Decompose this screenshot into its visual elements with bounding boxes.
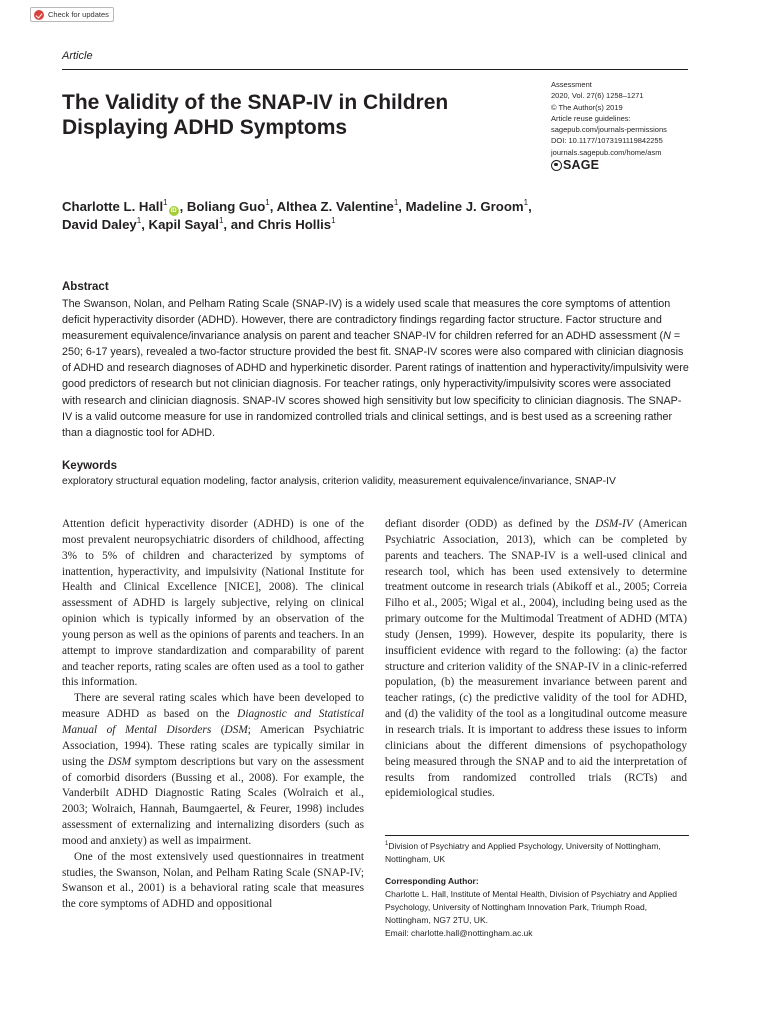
affiliation-note: [385, 840, 690, 866]
affiliation-mark: 1: [393, 198, 399, 207]
sample-size-symbol: N: [663, 330, 671, 343]
abstract-heading: Abstract: [62, 281, 109, 293]
check-for-updates-label: Check for updates: [48, 10, 109, 19]
author-name: , Kapil Sayal: [141, 217, 219, 232]
check-updates-icon: [34, 10, 44, 20]
author-name: , Althea Z. Valentine: [269, 199, 394, 214]
author-name: Charlotte L. Hall: [62, 199, 164, 214]
journal-meta: [551, 79, 711, 158]
affiliation-mark: 1: [136, 216, 142, 225]
copyright: © The Author(s) 2019: [551, 102, 623, 112]
sage-logo: [551, 158, 599, 172]
affiliation-mark: 1: [523, 198, 529, 207]
keywords-text: exploratory structural equation modeling, factor analysis, criterion validity, measurement equivalence/invariance, SNAP-IV: [62, 476, 616, 487]
dsm-abbrev: DSM: [107, 755, 132, 768]
orcid-icon[interactable]: iD: [170, 208, 177, 214]
body-paragraph: [62, 691, 364, 849]
journal-name: Assessment: [551, 80, 592, 89]
sage-wordmark: SAGE: [563, 158, 600, 172]
affiliation-text: Division of Psychiatry and Applied Psychology, University of Nottingham, Nottingham, UK: [385, 841, 661, 864]
header-rule: [62, 69, 688, 70]
text-run: defiant disorder (ODD) as defined by the: [385, 518, 596, 530]
abstract-part: The Swanson, Nolan, and Pelham Rating Scale (SNAP-IV) is a widely used scale that measures the core symptoms of attention deficit hyperactivity disorder (ADHD). However, there are contradictory findings regarding factor structure. Factor structure and measurement equivalence/invariance analysis on parent and teacher SNAP-IV for children referred for an ADHD assessment (: [62, 298, 671, 343]
affiliation-mark: 1: [265, 198, 270, 207]
article-type-label: Article: [62, 50, 93, 62]
keywords-heading: Keywords: [62, 460, 117, 472]
author-name: David Daley: [62, 217, 137, 232]
text-run: (American Psychiatric Association, 2013), which can be completed by parents and teachers. The SNAP-IV is a well-used clinical and research tool, which has been used extensively to determine treatment outcome in research trials (Abikoff et al., 2005; Correia Filho et al., 2005; Wigal et al., 2004), including being used as the primary outcome for the Multimodal Treatment of ADHD (MTA) study (Jensen, 1999). However, despite its popularity, there is insufficient evidence with regard to the following: (a) the factor structure and criterion validity of the SNAP-IV in a clinic-referred population, (b) the measurement invariance between parent and teacher ratings, (c) the predictive validity of the tool for ADHD, and (d) the validity of the tool as a longitudinal outcome measure in research trials. It is important to address these issues to inform clinicians about the different dimensions of psychopathology being measured through the SNAP and to aid the interpretation of results from randomized controlled trials (RCTs) and epidemiological studies.: [385, 518, 687, 800]
author-list: [62, 198, 682, 234]
reuse-label: Article reuse guidelines:: [551, 113, 631, 123]
author-separator: ,: [528, 199, 532, 214]
body-paragraph: [385, 517, 687, 802]
corresponding-author-email[interactable]: Email: charlotte.hall@nottingham.ac.uk: [385, 928, 533, 938]
affiliation-mark: 1: [163, 198, 168, 207]
dsm-title: Diagnostic and Statistical Manual of Mental Disorders: [62, 708, 364, 736]
reuse-link[interactable]: sagepub.com/journals-permissions: [551, 125, 667, 135]
abstract-part: = 250; 6-17 years), revealed a two-factor structure provided the best fit. SNAP-IV scores were also compared with clinician diagnosis of ADHD and research diagnoses of ADHD and hyperkinetic disorder. Parent ratings of inattention and hyperactivity/impulsivity were good predictors of research but not clinician diagnosis. For teacher ratings, only hyperactivity/impulsivity scores were associated with research and clinician diagnosis. SNAP-IV scores showed high sensitivity but low specificity to clinician diagnosis. The SNAP-IV is a valid outcome measure for use in randomized controlled trials and clinical settings, and is best used as a screening rather than a diagnostic tool for ADHD.: [62, 330, 689, 439]
abstract-text: [62, 296, 690, 441]
sage-logo-icon: [551, 160, 562, 171]
text-run: ; American Psychiatric Association, 1994). These rating scales are typically similar in using the: [62, 723, 364, 768]
author-name: , Madeline J. Groom: [398, 199, 524, 214]
author-name: , Boliang Guo: [179, 199, 266, 214]
affiliation-mark: 1: [385, 841, 389, 847]
text-run: There are several rating scales which have been developed to measure ADHD as based on the: [62, 692, 364, 721]
affiliation-mark: 1: [218, 216, 224, 225]
body-paragraph: One of the most extensively used questionnaires in treatment studies, the Swanson, Nolan, and Pelham Rating Scale (SNAP-IV; Swanson et al., 2001) is a behavioral rating scale that measures the core symptoms of ADHD and oppositional: [62, 850, 364, 911]
footnotes: [385, 840, 690, 940]
body-column-left: [62, 517, 364, 913]
corresponding-author-text: Charlotte L. Hall, Institute of Mental Health, Division of Psychiatry and Applied Psychology, University of Nottingham Innovation Park, Triumph Road, Nottingham, NG7 2TU, UK.: [385, 889, 677, 925]
text-run: (: [211, 723, 225, 736]
corresponding-author-heading: Corresponding Author:: [385, 876, 479, 886]
author-name: , and Chris Hollis: [223, 217, 332, 232]
text-run: symptom descriptions but vary on the assessment of comorbid disorders (Bussing et al., 2008). For example, the Vanderbilt ADHD Diagnostic Rating Scales (Wolraich et al., 2003; Wolraich, Hannah, Baumgaertel, & Feurer, 1998) includes assessment of externalizing and internalizing disorders (such as mood and anxiety) as well as impairment.: [62, 755, 364, 847]
footnote-rule: [385, 835, 689, 836]
doi-link[interactable]: DOI: 10.1177/1073191119842255: [551, 136, 663, 146]
affiliation-mark: 1: [331, 216, 336, 225]
check-for-updates-badge[interactable]: [30, 7, 114, 22]
article-title: The Validity of the SNAP-IV in Children Displaying ADHD Symptoms: [62, 91, 449, 139]
body-paragraph: Attention deficit hyperactivity disorder (ADHD) is one of the most prevalent neuropsychiatric disorders of childhood, affecting 3% to 5% of children and characterized by symptoms of inattention, hyperactivity, and impulsivity (National Institute for Health and Clinical Excellence [NICE], 2008). The clinical assessment of ADHD is largely subjective, relying on clinical opinion which is typically informed by an observation of the young person as well as the opinions of parents and teachers. In an attempt to improve standardization and comparability of parent and teacher reports, rating scales are often used as a tool to gather this information.: [62, 518, 364, 689]
dsm-iv-abbrev: DSM-IV: [595, 518, 633, 530]
journal-citation: 2020, Vol. 27(6) 1258–1271: [551, 91, 644, 101]
body-column-right: [385, 517, 687, 802]
journal-home-link[interactable]: journals.sagepub.com/home/asm: [551, 147, 662, 157]
dsm-abbrev: DSM: [224, 723, 248, 736]
